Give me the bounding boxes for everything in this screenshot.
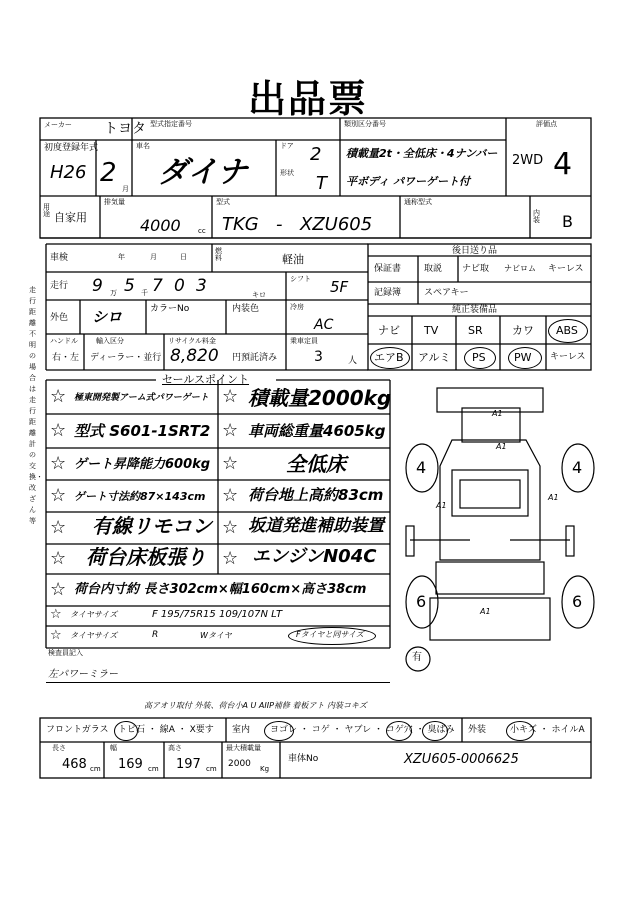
equipment-abs: ABS <box>556 324 578 337</box>
post-delivery-spare-key: スペアキー <box>424 288 469 298</box>
category-label: 類別区分番号 <box>344 120 386 128</box>
equipment-airbag: エアB <box>374 351 404 364</box>
capacity-label: 乗車定員 <box>290 337 318 345</box>
star-icon: ☆ <box>50 579 67 600</box>
shape-label: 形状 <box>280 169 294 177</box>
color-label: 外色 <box>50 313 69 323</box>
use-label: 用途 <box>43 203 50 218</box>
equipment-keyless: キーレス <box>550 352 586 362</box>
era-year: H26 <box>50 162 87 183</box>
equipment-ps: PS <box>472 351 486 364</box>
star-icon: ☆ <box>222 420 239 441</box>
mirror-underline <box>46 682 390 683</box>
common-name-label: 通称型式 <box>404 198 432 206</box>
import-value: ディーラー・並行 <box>90 353 162 363</box>
equipment-tv: TV <box>424 324 439 337</box>
repair-note: 高アオリ取付 外装、荷台小A U AIIP補修 着板アト 内装コキズ <box>144 701 367 710</box>
sales-point-left-4: ゲート寸法約87×143cm <box>74 490 206 503</box>
width-label: 幅 <box>110 744 117 752</box>
vin-label: 車体No <box>288 754 319 764</box>
sales-point-left-6: 荷台床板張り <box>86 545 206 569</box>
inspection-month-unit: 月 <box>150 253 157 261</box>
post-delivery-navi-manual: ナビ取 <box>462 264 490 274</box>
height-unit: cm <box>206 765 217 773</box>
equipment-leather: カワ <box>512 324 534 337</box>
exterior-label: 外装 <box>468 725 487 735</box>
width-unit: cm <box>148 765 159 773</box>
interior-grade: B <box>562 212 573 231</box>
handle-value: 右・左 <box>52 353 80 363</box>
damage-mark-a1: A1 <box>548 493 559 502</box>
color-value: シロ <box>92 308 123 326</box>
star-icon: ☆ <box>222 453 239 474</box>
fuel-value: 軽油 <box>282 253 304 266</box>
interior-cond-label: 室内 <box>232 725 251 735</box>
equipment-alloy: アルミ <box>418 351 451 364</box>
displacement: 4000 <box>140 216 181 235</box>
capacity-unit: 人 <box>348 356 358 366</box>
inspection-label: 車検 <box>50 253 69 263</box>
tire-count-front-right: 4 <box>572 458 583 477</box>
sales-point-right-4: 荷台地上高約83cm <box>248 486 384 504</box>
star-icon: ☆ <box>50 453 67 474</box>
tire-count-rear-right: 6 <box>572 592 583 611</box>
tire-size-label: タイヤサイズ <box>70 610 118 619</box>
star-icon: ☆ <box>50 628 62 643</box>
sales-point-right-5: 坂道発進補助装置 <box>248 516 384 536</box>
star-icon: ☆ <box>222 548 239 569</box>
sales-point-left-3: ゲート昇降能力600kg <box>74 457 211 472</box>
model-prefix: TKG <box>222 214 259 235</box>
equipment-sr: SR <box>468 324 483 337</box>
equipment-navi: ナビ <box>378 324 400 337</box>
cargo-dimensions: 荷台内寸約 長さ302cm×幅160cm×高さ38cm <box>74 582 367 597</box>
page-title: 出品票 <box>248 77 369 121</box>
sales-point-right-6: エンジンN04C <box>252 546 377 567</box>
int-color-label: 内装色 <box>232 304 260 314</box>
star-icon: ☆ <box>50 548 67 569</box>
grade-score: 4 <box>553 147 573 182</box>
star-icon: ☆ <box>222 517 239 538</box>
tire-rear-label: R <box>152 630 159 640</box>
sales-point-left-5: 有線リモコン <box>92 514 212 538</box>
door-label: ドア <box>280 142 294 150</box>
post-delivery-navi-rom: ナビロム <box>504 264 536 273</box>
tire-rear-note: Wタイヤ <box>200 631 232 640</box>
handle-label: ハンドル <box>50 337 78 345</box>
damage-mark-a1: A1 <box>492 409 503 418</box>
use-value: 自家用 <box>54 211 87 224</box>
post-delivery-warranty: 保証書 <box>374 264 402 274</box>
post-delivery-label: 後日送り品 <box>452 246 498 256</box>
doors: 2 <box>310 144 322 165</box>
shape: T <box>316 173 327 194</box>
mileage-digit-4: 0 <box>174 276 185 296</box>
displacement-unit: cc <box>198 227 206 235</box>
star-icon: ☆ <box>222 485 239 506</box>
star-icon: ☆ <box>222 386 239 407</box>
star-icon: ☆ <box>50 420 67 441</box>
desc-line1: 積載量2t・全低床・4ナンバー <box>346 147 498 160</box>
sales-point-right-1: 積載量2000kg <box>248 386 392 410</box>
grade-label: 評価点 <box>536 120 557 128</box>
tire-size-label-rear: タイヤサイズ <box>70 631 118 640</box>
interior-cond-value: ヨゴレ ・ コゲ ・ ヤブレ ・ コゲ穴 ・ 臭ばみ <box>270 725 455 735</box>
recycle-label: リサイクル料金 <box>168 337 217 345</box>
mileage-unit-man: 万 <box>110 289 117 297</box>
capacity-value: 3 <box>314 349 323 365</box>
km-unit: キロ <box>252 291 266 299</box>
drive-type: 2WD <box>512 153 544 168</box>
max-load-unit: Kg <box>260 765 270 773</box>
vin-value: XZU605-0006625 <box>404 752 519 767</box>
equipment-pw: PW <box>514 351 532 364</box>
length-value: 468 <box>62 757 87 772</box>
height-label: 高さ <box>168 744 182 752</box>
post-delivery-keyless: キーレス <box>548 264 584 274</box>
shift-value: 5F <box>330 278 349 296</box>
recycle-fee: 8,820 <box>170 346 219 366</box>
import-label: 輸入区分 <box>96 337 124 345</box>
mileage-unit-sen: 千 <box>141 289 148 297</box>
mirror-note: 左パワーミラー <box>48 669 118 680</box>
model-label: 型式 <box>216 198 230 206</box>
star-icon: ☆ <box>50 607 62 622</box>
star-icon: ☆ <box>50 517 67 538</box>
max-load-label: 最大積載量 <box>226 744 261 752</box>
exterior-value: 小キズ ・ ホイルA <box>510 725 585 735</box>
star-icon: ☆ <box>50 386 67 407</box>
tire-count-front-left: 4 <box>416 458 427 477</box>
windshield-value: トビ石 ・ 線A ・ X要す <box>118 725 214 735</box>
damage-mark-a1: A1 <box>480 607 491 616</box>
post-delivery-manual: 取説 <box>424 264 443 274</box>
tire-count-rear-left: 6 <box>416 592 427 611</box>
height-value: 197 <box>176 757 201 772</box>
type-designation-label: 型式指定番号 <box>150 120 192 128</box>
damage-mark-a1: A1 <box>436 501 447 510</box>
maker-value: トヨタ <box>104 121 146 137</box>
model-separator: - <box>276 214 283 235</box>
mileage-digit-3: 7 <box>152 276 163 296</box>
inspector-label: 検査員記入 <box>48 649 83 657</box>
length-unit: cm <box>90 765 101 773</box>
shift-label: シフト <box>290 275 311 283</box>
recycle-note: 円預託済み <box>232 353 278 363</box>
tire-front-size: F 195/75R15 109/107N LT <box>152 609 283 620</box>
fuel-label: 燃料 <box>215 247 222 262</box>
seal-mark: 有 <box>412 652 422 663</box>
length-label: 長さ <box>52 744 66 752</box>
ac-label: 冷房 <box>290 303 304 311</box>
max-load-value: 2000 <box>228 759 251 769</box>
tire-circled-note: Fタイヤと同サイズ <box>296 630 364 639</box>
sales-point-right-2: 車両総重量4605kg <box>248 422 386 440</box>
mileage-label: 走行 <box>50 281 69 291</box>
desc-line2: 平ボディ パワーゲート付 <box>346 175 470 188</box>
windshield-label: フロントガラス <box>46 725 109 735</box>
side-margin-note: 走行距離不明の場合は走行距離計の交換・改ざん等 <box>29 286 43 525</box>
sales-point-right-3: 全低床 <box>286 452 346 476</box>
sales-points-label: セールスポイント <box>162 373 250 386</box>
displacement-label: 排気量 <box>104 198 125 206</box>
first-reg-label: 初度登録年式 <box>44 143 99 153</box>
model-value: XZU605 <box>300 214 373 235</box>
car-name: ダイナ <box>158 155 248 190</box>
post-delivery-record: 記録簿 <box>374 288 402 298</box>
month-unit: 月 <box>122 185 129 193</box>
star-icon: ☆ <box>50 485 67 506</box>
equipment-label: 純正装備品 <box>452 305 498 315</box>
damage-mark-a1: A1 <box>496 442 507 451</box>
maker-label: メーカー <box>44 121 72 129</box>
inspection-year-unit: 年 <box>118 253 125 261</box>
width-value: 169 <box>118 757 143 772</box>
sales-point-left-2: 型式 S601-1SRT2 <box>74 422 211 440</box>
mileage-digit-1: 9 <box>92 276 103 296</box>
inspection-day-unit: 日 <box>180 253 187 261</box>
mileage-digit-2: 5 <box>124 276 135 296</box>
color-no-label: カラーNo <box>150 304 190 314</box>
ac-value: AC <box>314 317 334 333</box>
car-name-label: 車名 <box>136 142 150 150</box>
sales-point-left-1: 極東開発製アーム式パワーゲート <box>74 393 209 403</box>
interior-label: 内装 <box>533 209 540 224</box>
reg-month: 2 <box>100 158 117 188</box>
mileage-digit-5: 3 <box>196 276 207 296</box>
